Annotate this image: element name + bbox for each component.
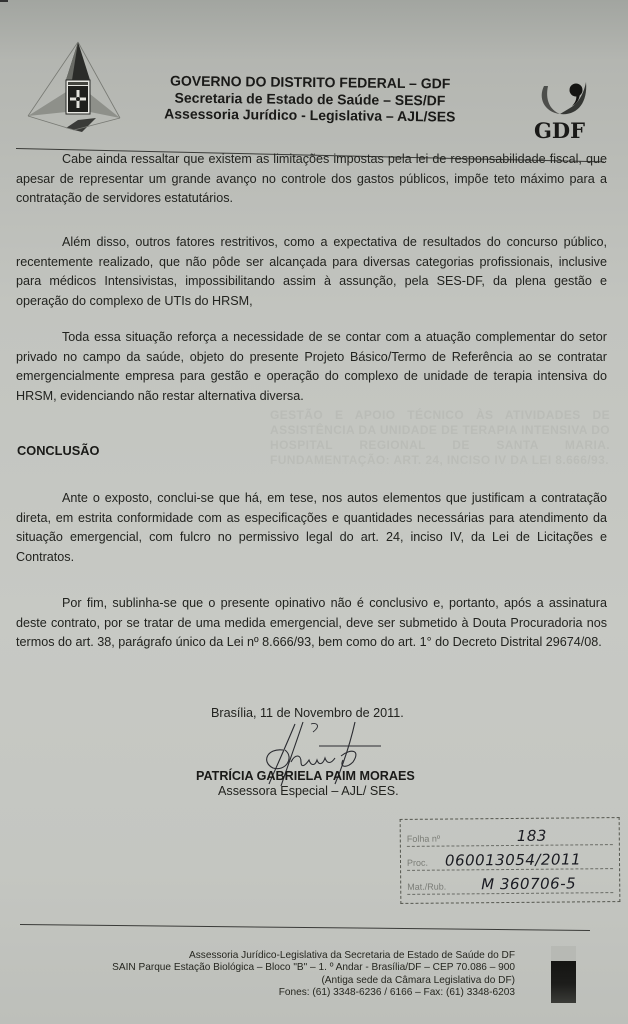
footer-line-department: Assessoria Jurídico-Legislativa da Secretaria de Estado de Saúde do DF	[189, 950, 515, 961]
footer-line-address: SAIN Parque Estação Biológica – Bloco "B" – 1. º Andar - Brasília/DF – CEP 70.086 – 900	[112, 962, 515, 974]
letterhead	[140, 72, 480, 125]
stamp-row-registration	[407, 872, 613, 895]
paragraph-private-sector	[16, 328, 607, 406]
gdf-logo	[530, 74, 600, 149]
paragraph-conclusion	[16, 489, 607, 567]
gdf-swirl-icon	[536, 76, 596, 118]
brasilia-coat-of-arms-icon	[26, 40, 121, 132]
stamp-label: Mat./Rub.	[407, 881, 447, 892]
bleed-through-text: GESTÃO E APOIO TÉCNICO ÀS ATIVIDADES DE ASSISTÊNCIA DA UNIDADE DE TERAPIA INTENSIVA DO HOSPITAL REGIONAL DE SANTA MARIA. FUNDAMENTAÇÃO: ART. 24, INCISO IV DA LEI 8.666/93.	[270, 408, 610, 467]
paragraph-text: Cabe ainda ressaltar que existem as limitações impostas pela lei de responsabilidade fiscal, que apesar de representar um grande avanço no controle dos gastos públicos, impõe teto máximo para a contratação de servidores estatutários.	[16, 152, 607, 205]
paragraph-text: Além disso, outros fatores restritivos, como a expectativa de resultados do concurso público, recentemente realizado, que não pôde ser alcançada para diversas categorias profissionais, inclusive para médicos Intensivistas, impossibilitando assim à assunção, pela SES-DF, da plena gestão e operação do complexo de UTIs do HRSM,	[16, 235, 607, 308]
paragraph-final-remarks	[16, 594, 607, 653]
paragraph-text: Ante o exposto, conclui-se que há, em tese, nos autos elementos que justificam a contratação direta, em estrita conformidade com as especificações e quantidades necessárias para atendimento da situação emergencial, com fulcro no permissivo legal do art. 24, inciso IV, da Lei de Licitações e Contratos.	[16, 491, 607, 564]
footer-address	[60, 950, 515, 1000]
footer-gray-block	[551, 946, 576, 961]
gdf-logo-text: GDF	[534, 118, 586, 143]
process-stamp	[400, 817, 621, 904]
paragraph-text: Por fim, sublinha-se que o presente opinativo não é conclusivo e, portanto, após a assinatura deste contrato, por se tratar de uma medida emergencial, deve ser submetido à Douta Procuradoria nos termos do art. 38, parágrafo único da Lei nº 8.666/93, bem como do art. 1° do Decreto Distrital 29674/08.	[16, 596, 607, 649]
conclusion-heading: CONCLUSÃO	[17, 443, 100, 458]
signatory-role: Assessora Especial – AJL/ SES.	[218, 784, 399, 798]
paragraph-fiscal-limits	[16, 150, 607, 209]
stamp-row-sheet	[407, 824, 613, 847]
letterhead-line-department: Assessoria Jurídico - Legislativa – AJL/SES	[164, 105, 456, 125]
paragraph-text: Toda essa situação reforça a necessidade de se contar com a atuação complementar do setor privado no campo da saúde, objeto do presente Projeto Básico/Termo de Referência ao se contratar emergencialmente empresa para gestão e operação do complexo de unidade de terapia intensiva do HRSM, evidenciando não restar alternativa diversa.	[16, 330, 607, 403]
letterhead-line-government: GOVERNO DO DISTRITO FEDERAL – GDF	[169, 72, 451, 92]
footer-divider	[20, 924, 590, 931]
paragraph-restrictive-factors	[16, 233, 607, 311]
stamp-value-sheet-number: 183	[516, 826, 548, 845]
scan-corner-mark	[0, 0, 8, 2]
footer-line-phones: Fones: (61) 3348-6236 / 6166 – Fax: (61) 3348-6203	[278, 987, 515, 999]
letterhead-line-secretariat: Secretaria de Estado de Saúde – SES/DF	[174, 89, 446, 108]
footer-line-former-seat: (Antiga sede da Câmara Legislativa do DF)	[321, 974, 515, 986]
stamp-label: Proc.	[406, 857, 429, 868]
signatory-name: PATRÍCIA GABRIELA PAIM MORAES	[196, 769, 415, 783]
footer-black-block	[551, 961, 576, 1003]
stamp-label: Folha nº	[406, 833, 441, 844]
stamp-value-process-number: 060013054/2011	[444, 850, 582, 870]
place-and-date: Brasília, 11 de Novembro de 2011.	[211, 706, 404, 720]
stamp-value-registration: M 360706-5	[481, 874, 577, 894]
stamp-row-process	[407, 848, 613, 871]
